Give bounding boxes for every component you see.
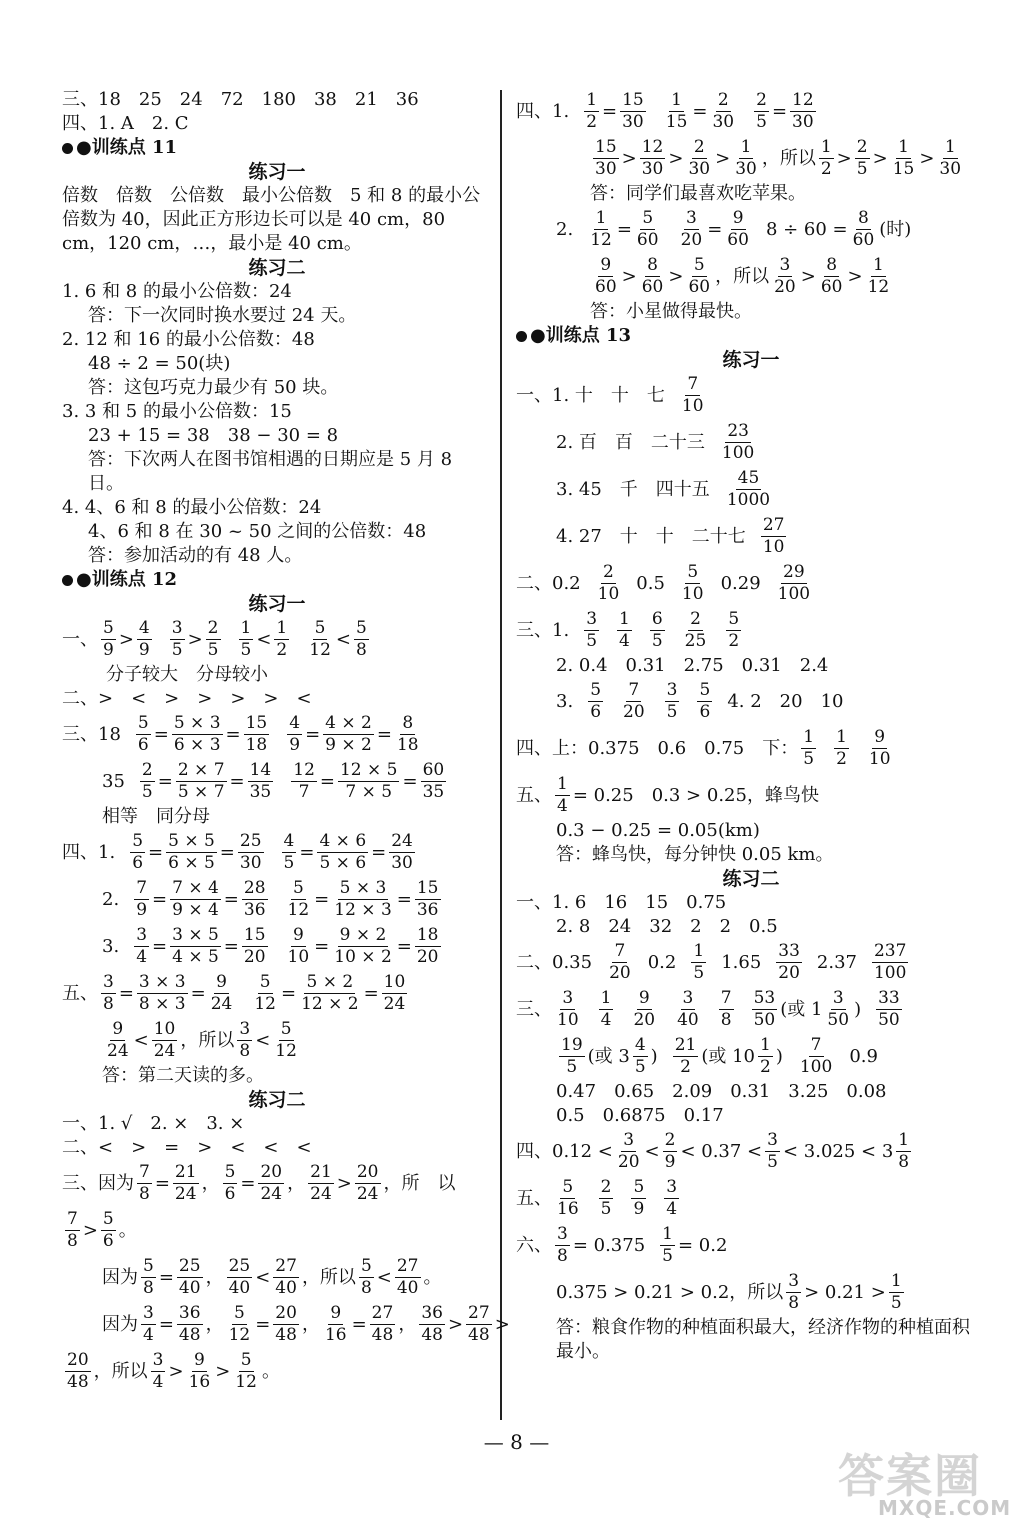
watermark-logo: 答案圈 MXQE.COM — [838, 1449, 1012, 1520]
fraction: $\frac{5}{12}$ — [309, 618, 331, 660]
fraction: $\frac{9}{10}$ — [287, 925, 310, 967]
fraction: $\frac{5 \times 5}{6 \times 5}$ — [168, 831, 215, 873]
answer-line: 答：小星做得最快。 — [590, 301, 752, 322]
fraction: $\frac{4}{9}$ — [138, 618, 150, 660]
fraction: $\frac{19}{5}$ — [561, 1035, 583, 1077]
math-line: 四、0.12 < $\frac{3}{20}$ < $\frac{2}{9}$ < 0.37 < $\frac{3}{5}$ < 3.025 < 3 $\frac{1}{8}$ — [516, 1130, 910, 1172]
fraction: $\frac{27}{48}$ — [468, 1303, 490, 1345]
fraction: $\frac{12}{30}$ — [641, 137, 664, 179]
fraction: $\frac{10}{24}$ — [383, 972, 406, 1014]
math-line: 一、 $\frac{5}{9}$ > $\frac{4}{9}$ $\frac{3}{5}$ > $\frac{2}{5}$ $\frac{1}{5}$ < $\frac{1}{2}$ $\frac{5}{12}$ < $\frac{5}{8}$ — [62, 618, 367, 660]
fraction: $\frac{1}{12}$ — [590, 208, 612, 250]
fraction: $\frac{3}{4}$ — [136, 925, 148, 967]
fraction: $\frac{29}{100}$ — [777, 562, 811, 604]
fraction: $\frac{3}{10}$ — [557, 988, 579, 1030]
fraction: $\frac{5}{2}$ — [728, 609, 740, 651]
fraction: $\frac{9}{10}$ — [868, 727, 891, 769]
fraction: $\frac{10}{24}$ — [153, 1019, 176, 1061]
fraction: $\frac{3 \times 3}{8 \times 3}$ — [138, 972, 186, 1014]
math-line: 一、1. 十 十 七 $\frac{7}{10}$ — [516, 374, 704, 416]
fraction: $\frac{36}{48}$ — [421, 1303, 443, 1345]
fraction: $\frac{7}{9}$ — [136, 878, 148, 920]
fraction: $\frac{18}{20}$ — [416, 925, 439, 967]
fraction: $\frac{3}{4}$ — [152, 1350, 164, 1392]
math-line: 3. $\frac{3}{4}$ = $\frac{3 \times 5}{4 \times 5}$ = $\frac{15}{20}$ $\frac{9}{10}$ = $\frac{9 \times 2}{10 \times 2}$ = $\frac{18}{20}$ — [102, 925, 439, 967]
fraction: $\frac{5}{9}$ — [633, 1177, 645, 1219]
fraction: $\frac{33}{50}$ — [878, 988, 900, 1030]
fraction: $\frac{1}{5}$ — [890, 1271, 902, 1313]
fraction: $\frac{25}{40}$ — [178, 1256, 201, 1298]
answer-line: 相等 同分母 — [102, 806, 210, 827]
bullet-icon — [62, 143, 73, 154]
math-line: 因为 $\frac{5}{8}$ = $\frac{25}{40}$ ， $\frac{25}{40}$ < $\frac{27}{40}$ ，所以 $\frac{5}{8}$ < $\frac{27}{40}$ 。 — [102, 1256, 442, 1298]
fraction: $\frac{24}{30}$ — [391, 831, 413, 873]
answer-line: 4. 4、6 和 8 的最小公倍数：24 — [62, 497, 322, 518]
answer-line: 答：第二天读的多。 — [102, 1065, 264, 1086]
answer-line: 0.5 0.6875 0.17 — [556, 1105, 724, 1126]
fraction: $\frac{3}{8}$ — [103, 972, 114, 1014]
math-line: $\frac{9}{60}$ > $\frac{8}{60}$ > $\frac{5}{60}$ ，所以 $\frac{3}{20}$ > $\frac{8}{60}$ > $\frac{1}{12}$ — [595, 255, 890, 297]
fraction: $\frac{6}{5}$ — [651, 609, 663, 651]
answer-line: 4、6 和 8 在 30 ~ 50 之间的公倍数：48 — [88, 521, 427, 542]
fraction: $\frac{12 \times 5}{7 \times 5}$ — [339, 760, 398, 802]
fraction: $\frac{237}{100}$ — [873, 941, 907, 983]
answer-line: 一、1. 6 16 15 0.75 — [516, 892, 727, 913]
fraction: $\frac{1}{2}$ — [836, 727, 847, 769]
fraction: $\frac{4}{5}$ — [283, 831, 295, 873]
fraction: $\frac{2}{5}$ — [600, 1177, 612, 1219]
fraction: $\frac{5}{12}$ — [235, 1350, 257, 1392]
fraction: $\frac{3}{5}$ — [171, 618, 183, 660]
fraction: $\frac{15}{30}$ — [622, 90, 644, 132]
fraction: $\frac{4}{5}$ — [634, 1035, 646, 1077]
math-line: 三、18 $\frac{5}{6}$ = $\frac{5 \times 3}{6 \times 3}$ = $\frac{15}{18}$ $\frac{4}{9}$ = $\frac{4 \times 2}{9 \times 2}$ = $\frac{8}{18}$ — [62, 713, 419, 755]
fraction: $\frac{5}{6}$ — [137, 713, 149, 755]
fraction: $\frac{36}{48}$ — [178, 1303, 201, 1345]
fraction: $\frac{9}{24}$ — [107, 1019, 129, 1061]
answer-line: 一、1. √ 2. × 3. × — [62, 1113, 245, 1134]
fraction: $\frac{3}{4}$ — [666, 1177, 678, 1219]
fraction: $\frac{1}{30}$ — [735, 137, 757, 179]
math-line: $\frac{9}{24}$ < $\frac{10}{24}$ ，所以 $\frac{3}{8}$ < $\frac{5}{12}$ — [107, 1019, 297, 1061]
fraction: $\frac{12}{7}$ — [293, 760, 315, 802]
fraction: $\frac{3}{8}$ — [239, 1019, 251, 1061]
fraction: $\frac{1}{5}$ — [693, 941, 705, 983]
math-line: 4. 27 十 十 二十七 $\frac{27}{10}$ — [556, 515, 785, 557]
fraction: $\frac{2}{5}$ — [756, 90, 767, 132]
math-line: 3. 45 千 四十五 $\frac{45}{1000}$ — [556, 468, 771, 510]
exercise-title: 练习一 — [248, 161, 306, 183]
fraction: $\frac{5}{12}$ — [275, 1019, 297, 1061]
fraction: $\frac{1}{30}$ — [939, 137, 962, 179]
fraction: $\frac{1}{5}$ — [803, 727, 815, 769]
fraction: $\frac{1}{8}$ — [898, 1130, 910, 1172]
answer-line: 1. 6 和 8 的最小公倍数：24 — [62, 281, 292, 302]
answer-line: 答：这包巧克力最少有 50 块。 — [88, 377, 339, 398]
bullet-icon — [62, 575, 73, 586]
math-line: 因为 $\frac{3}{4}$ = $\frac{36}{48}$ ， $\frac{5}{12}$ = $\frac{20}{48}$ ， $\frac{9}{16}$ = $\frac{27}{48}$ ， $\frac{36}{48}$ > $\frac{27}{48}$ > — [102, 1303, 510, 1345]
bullet-icon — [516, 331, 527, 342]
exercise-title: 练习二 — [248, 257, 306, 279]
fraction: $\frac{1}{5}$ — [662, 1224, 673, 1266]
exercise-title: 练习二 — [722, 868, 780, 890]
fraction: $\frac{20}{48}$ — [67, 1350, 89, 1392]
exercise-title: 练习一 — [248, 593, 306, 615]
fraction: $\frac{7 \times 4}{9 \times 4}$ — [172, 878, 219, 920]
answer-line: 2. 12 和 16 的最小公倍数：48 — [62, 329, 315, 350]
answer-line: 答：参加活动的有 48 人。 — [88, 545, 303, 566]
math-line: 六、 $\frac{3}{8}$ = 0.375 $\frac{1}{5}$ = 0.2 — [516, 1224, 728, 1266]
fraction: $\frac{3}{20}$ — [774, 255, 796, 297]
fraction: $\frac{1}{2}$ — [760, 1035, 771, 1077]
answer-line: 答：蜂鸟快，每分钟快 0.05 km。 — [556, 844, 834, 865]
fraction: $\frac{21}{24}$ — [174, 1162, 197, 1204]
fraction: $\frac{7}{8}$ — [720, 988, 732, 1030]
answer-line: 0.3 − 0.25 = 0.05(km) — [556, 820, 760, 841]
math-line: 35 $\frac{2}{5}$ = $\frac{2 \times 7}{5 \times 7}$ = $\frac{14}{35}$ $\frac{12}{7}$ = $\frac{12 \times 5}{7 \times 5}$ = $\frac{60}{35}$ — [102, 760, 445, 802]
fraction: $\frac{7}{20}$ — [623, 680, 645, 722]
fraction: $\frac{27}{10}$ — [762, 515, 785, 557]
math-line: 五、 $\frac{3}{8}$ = $\frac{3 \times 3}{8 \times 3}$ = $\frac{9}{24}$ $\frac{5}{12}$ = $\frac{5 \times 2}{12 \times 2}$ = $\frac{10}{24}$ — [62, 972, 406, 1014]
fraction: $\frac{7}{10}$ — [681, 374, 704, 416]
fraction: $\frac{5}{10}$ — [681, 562, 704, 604]
column-divider — [500, 90, 502, 1420]
fraction: $\frac{5}{60}$ — [688, 255, 711, 297]
fraction: $\frac{9}{60}$ — [727, 208, 749, 250]
fraction: $\frac{3}{4}$ — [143, 1303, 154, 1345]
fraction: $\frac{2}{30}$ — [688, 137, 711, 179]
fraction: $\frac{5}{12}$ — [228, 1303, 251, 1345]
exercise-title: 练习一 — [722, 349, 780, 371]
answer-paragraph: 答：粮食作物的种植面积最大，经济作物的种植面积最小。 — [556, 1317, 970, 1362]
exercise-title: 练习二 — [248, 1089, 306, 1111]
fraction: $\frac{25}{30}$ — [239, 831, 262, 873]
fraction: $\frac{7}{8}$ — [139, 1162, 150, 1204]
fraction: $\frac{12}{30}$ — [792, 90, 814, 132]
math-line: 0.375 > 0.21 > 0.2，所以 $\frac{3}{8}$ > 0.21 > $\frac{1}{5}$ — [556, 1271, 902, 1313]
math-line: 二、0.35 $\frac{7}{20}$ 0.2 $\frac{1}{5}$ 1.65 $\frac{33}{20}$ 2.37 $\frac{237}{100}$ — [516, 941, 907, 983]
fraction: $\frac{2}{5}$ — [856, 137, 868, 179]
fraction: $\frac{1}{15}$ — [892, 137, 915, 179]
answer-line: 3. 3 和 5 的最小公倍数：15 — [62, 401, 292, 422]
fraction: $\frac{1}{5}$ — [240, 618, 252, 660]
fraction: $\frac{3}{40}$ — [677, 988, 699, 1030]
fraction: $\frac{15}{30}$ — [595, 137, 617, 179]
fraction: $\frac{3}{5}$ — [666, 680, 678, 722]
math-line: $\frac{19}{5}$ (或 3 $\frac{4}{5}$ ) $\frac{21}{2}$ (或 10 $\frac{1}{2}$ ) $\frac{7}{100}$ 0.9 — [561, 1035, 878, 1077]
fraction: $\frac{1}{4}$ — [619, 609, 630, 651]
math-line: 三、 $\frac{3}{10}$ $\frac{1}{4}$ $\frac{9}{20}$ $\frac{3}{40}$ $\frac{7}{8}$ $\frac{53}{50}$ (或 1 $\frac{3}{50}$ ) $\frac{33}{50}$ — [516, 988, 900, 1030]
math-line: 3. $\frac{5}{6}$ $\frac{7}{20}$ $\frac{3}{5}$ $\frac{5}{6}$ 4. 2 20 10 — [556, 680, 844, 722]
fraction: $\frac{9}{60}$ — [595, 255, 617, 297]
answer-line: 23 + 15 = 38 38 − 30 = 8 — [88, 425, 339, 446]
fraction: $\frac{1}{2}$ — [276, 618, 288, 660]
fraction: $\frac{9}{16}$ — [324, 1303, 347, 1345]
fraction: $\frac{5}{6}$ — [699, 680, 711, 722]
fraction: $\frac{2}{9}$ — [664, 1130, 676, 1172]
fraction: $\frac{45}{1000}$ — [726, 468, 771, 510]
answer-paragraph: 倍数 倍数 公倍数 最小公倍数 5 和 8 的最小公倍数为 40，因此正方形边长可以是 40 cm，80 cm，120 cm，…，最小是 40 cm。 — [62, 185, 481, 254]
fraction: $\frac{5}{8}$ — [143, 1256, 154, 1298]
fraction: $\frac{5}{8}$ — [360, 1256, 372, 1298]
fraction: $\frac{5 \times 2}{12 \times 2}$ — [301, 972, 359, 1014]
fraction: $\frac{1}{15}$ — [665, 90, 688, 132]
fraction: $\frac{3}{8}$ — [788, 1271, 800, 1313]
section-heading: ●训练点 12 — [62, 568, 492, 592]
fraction: $\frac{3}{20}$ — [617, 1130, 640, 1172]
fraction: $\frac{14}{35}$ — [249, 760, 272, 802]
math-line: $\frac{15}{30}$ > $\frac{12}{30}$ > $\frac{2}{30}$ > $\frac{1}{30}$ ，所以 $\frac{1}{2}$ > $\frac{2}{5}$ > $\frac{1}{15}$ > $\frac{1}{30}$ — [595, 137, 962, 179]
fraction: $\frac{27}{48}$ — [371, 1303, 394, 1345]
fraction: $\frac{9}{20}$ — [633, 988, 656, 1030]
math-line: 三、1. $\frac{3}{5}$ $\frac{1}{4}$ $\frac{6}{5}$ $\frac{2}{25}$ $\frac{5}{2}$ — [516, 609, 740, 651]
fraction: $\frac{15}{20}$ — [243, 925, 266, 967]
fraction: $\frac{1}{4}$ — [557, 774, 568, 816]
answer-line: 二、> < > > > > < — [62, 688, 312, 709]
fraction: $\frac{20}{24}$ — [356, 1162, 379, 1204]
fraction: $\frac{3}{5}$ — [586, 609, 598, 651]
fraction: $\frac{7}{20}$ — [609, 941, 631, 983]
fraction: $\frac{5}{6}$ — [102, 1209, 114, 1251]
fraction: $\frac{53}{50}$ — [753, 988, 776, 1030]
fraction: $\frac{3 \times 5}{4 \times 5}$ — [172, 925, 219, 967]
fraction: $\frac{60}{35}$ — [422, 760, 445, 802]
fraction: $\frac{21}{24}$ — [310, 1162, 332, 1204]
fraction: $\frac{5}{16}$ — [557, 1177, 579, 1219]
left-column — [62, 88, 510, 1426]
answer-line: 48 ÷ 2 = 50(块) — [88, 353, 231, 374]
fraction: $\frac{20}{48}$ — [275, 1303, 297, 1345]
fraction: $\frac{23}{100}$ — [721, 421, 755, 463]
fraction: $\frac{2}{25}$ — [684, 609, 707, 651]
math-line: 三、因为 $\frac{7}{8}$ = $\frac{21}{24}$ ， $\frac{5}{6}$ = $\frac{20}{24}$ ， $\frac{21}{24}$ > $\frac{20}{24}$ ，所 以 — [62, 1162, 456, 1204]
answer-line: 二、< > = > < < < — [62, 1137, 312, 1158]
fraction: $\frac{9}{16}$ — [188, 1350, 211, 1392]
fraction: $\frac{4 \times 6}{5 \times 6}$ — [319, 831, 367, 873]
fraction: $\frac{5}{6}$ — [590, 680, 602, 722]
fraction: $\frac{7}{8}$ — [67, 1209, 78, 1251]
fraction: $\frac{8}{18}$ — [396, 713, 419, 755]
fraction: $\frac{2}{5}$ — [207, 618, 219, 660]
fraction: $\frac{3}{50}$ — [827, 988, 850, 1030]
fraction: $\frac{5}{8}$ — [355, 618, 367, 660]
fraction: $\frac{1}{4}$ — [600, 988, 612, 1030]
fraction: $\frac{1}{2}$ — [820, 137, 832, 179]
math-line: 二、0.2 $\frac{2}{10}$ 0.5 $\frac{5}{10}$ 0.29 $\frac{29}{100}$ — [516, 562, 811, 604]
answer-line: 答：下一次同时换水要过 24 天。 — [88, 305, 357, 326]
fraction: $\frac{4 \times 2}{9 \times 2}$ — [325, 713, 372, 755]
fraction: $\frac{5}{6}$ — [132, 831, 144, 873]
math-line: $\frac{20}{48}$ ，所以 $\frac{3}{4}$ > $\frac{9}{16}$ > $\frac{5}{12}$ 。 — [67, 1350, 280, 1392]
math-line: 2. 百 百 二十三 $\frac{23}{100}$ — [556, 421, 755, 463]
fraction: $\frac{5 \times 3}{12 \times 3}$ — [334, 878, 392, 920]
math-line: 四、上：0.375 0.6 0.75 下： $\frac{1}{5}$ $\frac{1}{2}$ $\frac{9}{10}$ — [516, 727, 891, 769]
fraction: $\frac{8}{60}$ — [852, 208, 875, 250]
math-line: 四、1. $\frac{1}{2}$ = $\frac{15}{30}$ $\frac{1}{15}$ = $\frac{2}{30}$ $\frac{2}{5}$ = $\frac{12}{30}$ — [516, 90, 814, 132]
fraction: $\frac{2}{10}$ — [597, 562, 620, 604]
math-line: $\frac{7}{8}$ > $\frac{5}{6}$ 。 — [67, 1209, 137, 1251]
math-line: 五、 $\frac{5}{16}$ $\frac{2}{5}$ $\frac{5}{9}$ $\frac{3}{4}$ — [516, 1177, 678, 1219]
fraction: $\frac{8}{60}$ — [820, 255, 843, 297]
right-column — [516, 88, 986, 1426]
fraction: $\frac{5}{6}$ — [224, 1162, 236, 1204]
fraction: $\frac{8}{60}$ — [641, 255, 664, 297]
answer-line: 分子较大 分母较小 — [106, 664, 268, 685]
fraction: $\frac{15}{36}$ — [416, 878, 439, 920]
fraction: $\frac{9}{24}$ — [210, 972, 233, 1014]
answer-line: 2. 0.4 0.31 2.75 0.31 2.4 — [556, 655, 829, 676]
math-line: 2. $\frac{7}{9}$ = $\frac{7 \times 4}{9 \times 4}$ = $\frac{28}{36}$ $\frac{5}{12}$ = $\frac{5 \times 3}{12 \times 3}$ = $\frac{15}{36}$ — [102, 878, 439, 920]
fraction: $\frac{3}{5}$ — [767, 1130, 778, 1172]
fraction: $\frac{5}{12}$ — [254, 972, 276, 1014]
fraction: $\frac{20}{24}$ — [260, 1162, 283, 1204]
math-line: 2. $\frac{1}{12}$ = $\frac{5}{60}$ $\frac{3}{20}$ = $\frac{9}{60}$ 8 ÷ 60 = $\frac{8}{60}$ (时) — [556, 208, 912, 250]
fraction: $\frac{28}{36}$ — [243, 878, 266, 920]
fraction: $\frac{9 \times 2}{10 \times 2}$ — [334, 925, 392, 967]
fraction: $\frac{25}{40}$ — [228, 1256, 251, 1298]
fraction: $\frac{2}{30}$ — [712, 90, 735, 132]
fraction: $\frac{1}{12}$ — [867, 255, 890, 297]
fraction: $\frac{4}{9}$ — [289, 713, 301, 755]
fraction: $\frac{33}{20}$ — [778, 941, 800, 983]
answer-line: 三、18 25 24 72 180 38 21 36 — [62, 89, 419, 110]
fraction: $\frac{2}{5}$ — [141, 760, 153, 802]
fraction: $\frac{2 \times 7}{5 \times 7}$ — [177, 760, 225, 802]
fraction: $\frac{5}{9}$ — [103, 618, 114, 660]
answer-paragraph: 答：下次两人在图书馆相遇的日期应是 5 月 8 日。 — [88, 449, 453, 494]
section-heading: ●训练点 11 — [62, 136, 492, 160]
fraction: $\frac{5}{12}$ — [287, 878, 310, 920]
fraction: $\frac{7}{100}$ — [799, 1035, 833, 1077]
section-heading: ●训练点 13 — [516, 324, 986, 348]
fraction: $\frac{1}{2}$ — [586, 90, 598, 132]
math-line: 四、1. $\frac{5}{6}$ = $\frac{5 \times 5}{6 \times 5}$ = $\frac{25}{30}$ $\frac{4}{5}$ = $\frac{4 \times 6}{5 \times 6}$ = $\frac{24}{30}$ — [62, 831, 413, 873]
math-line: 五、 $\frac{1}{4}$ = 0.25 0.3 > 0.25，蜂鸟快 — [516, 774, 819, 816]
answer-line: 答：同学们最喜欢吃苹果。 — [590, 183, 806, 204]
fraction: $\frac{3}{8}$ — [557, 1224, 568, 1266]
fraction: $\frac{21}{2}$ — [674, 1035, 697, 1077]
fraction: $\frac{3}{20}$ — [680, 208, 703, 250]
answer-line: 四、1. A 2. C — [62, 113, 189, 134]
fraction: $\frac{5}{60}$ — [636, 208, 659, 250]
fraction: $\frac{27}{40}$ — [396, 1256, 419, 1298]
answer-line: 2. 8 24 32 2 2 0.5 — [556, 916, 778, 937]
answer-line: 0.47 0.65 2.09 0.31 3.25 0.08 — [556, 1081, 887, 1102]
fraction: $\frac{5 \times 3}{6 \times 3}$ — [173, 713, 221, 755]
fraction: $\frac{15}{18}$ — [245, 713, 268, 755]
page-number: — 8 — — [483, 1430, 550, 1454]
fraction: $\frac{27}{40}$ — [275, 1256, 297, 1298]
